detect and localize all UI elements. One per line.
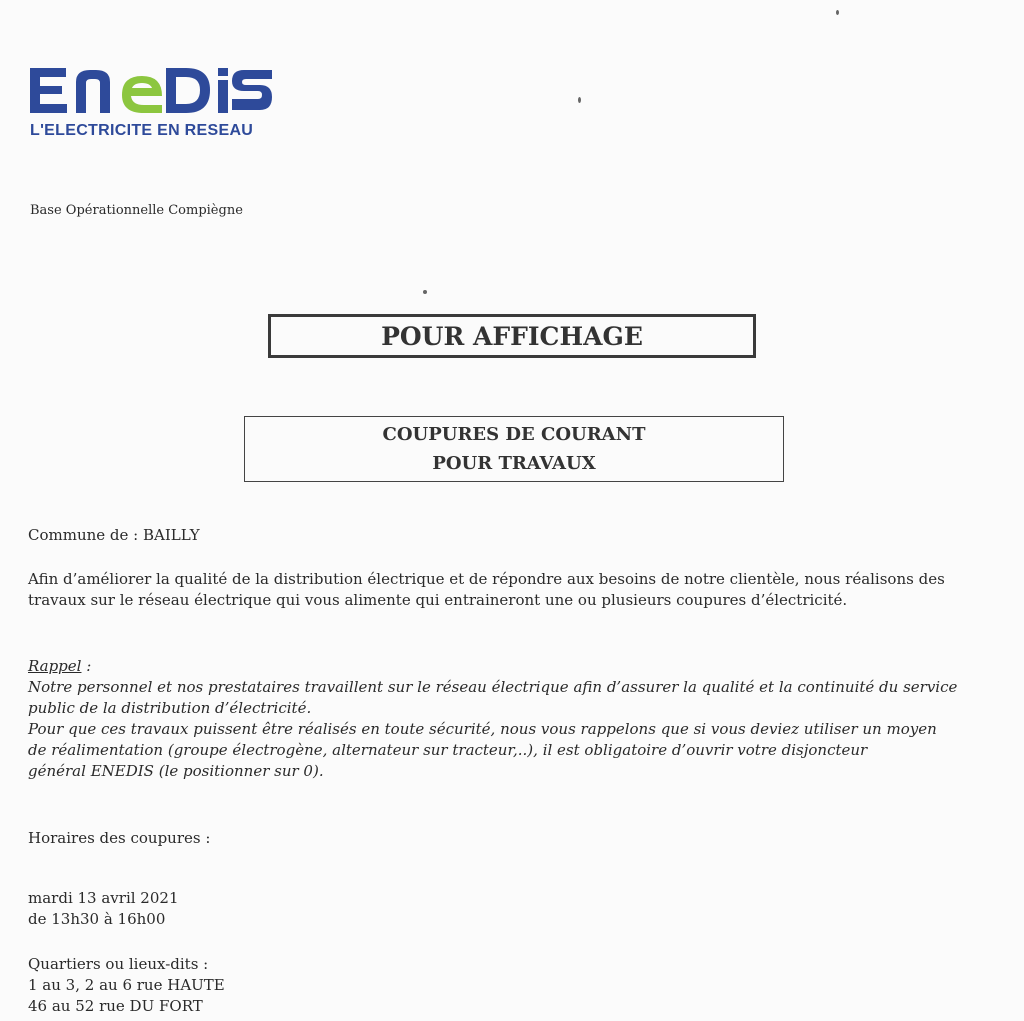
rappel-line: de réalimentation (groupe électrogène, alternateur sur tracteur,..), il est obligatoire d’ouvrir votre disjoncteur <box>28 741 868 759</box>
coupures-title-line1: COUPURES DE COURANT <box>382 424 646 445</box>
scan-speck <box>836 10 839 15</box>
scan-speck <box>578 97 581 103</box>
horaires-label: Horaires des coupures : <box>28 829 211 847</box>
logo-tagline: L'ELECTRICITE EN RESEAU <box>30 122 254 139</box>
intro-line: Afin d’améliorer la qualité de la distribution électrique et de répondre aux besoins de notre clientèle, nous réalisons des <box>28 570 945 588</box>
quartier-item: 46 au 52 rue DU FORT <box>28 997 203 1015</box>
base-operationnelle: Base Opérationnelle Compiègne <box>30 203 243 218</box>
enedis-logo <box>26 56 276 120</box>
rappel-line: public de la distribution d’électricité. <box>28 699 312 717</box>
rappel-title: Rappel <box>28 657 82 675</box>
rappel-title-suffix: : <box>81 657 92 675</box>
quartiers-block <box>28 954 978 1017</box>
coupures-box <box>244 416 784 482</box>
scan-speck <box>423 290 427 294</box>
intro-paragraph <box>28 569 978 611</box>
rappel-line: général ENEDIS (le positionner sur 0). <box>28 762 324 780</box>
rappel-line: Pour que ces travaux puissent être réalisés en toute sécurité, nous vous rappelons que si vous deviez utiliser un moyen <box>28 720 937 738</box>
pour-affichage-title: POUR AFFICHAGE <box>381 321 643 351</box>
horaires-block <box>28 888 978 930</box>
quartier-item: 1 au 3, 2 au 6 rue HAUTE <box>28 976 225 994</box>
rappel-line: Notre personnel et nos prestataires travaillent sur le réseau électrique afin d’assurer la qualité et la continuité du service <box>28 678 958 696</box>
coupures-title-line2: POUR TRAVAUX <box>432 453 596 474</box>
rappel-section <box>28 656 978 782</box>
intro-line: travaux sur le réseau électrique qui vous alimente qui entraineront une ou plusieurs coupures d’électricité. <box>28 591 848 609</box>
coupure-time: de 13h30 à 16h00 <box>28 910 166 928</box>
commune-label: Commune de : BAILLY <box>28 526 200 544</box>
quartiers-label: Quartiers ou lieux-dits : <box>28 955 209 973</box>
coupure-date: mardi 13 avril 2021 <box>28 889 179 907</box>
pour-affichage-box <box>268 314 756 358</box>
